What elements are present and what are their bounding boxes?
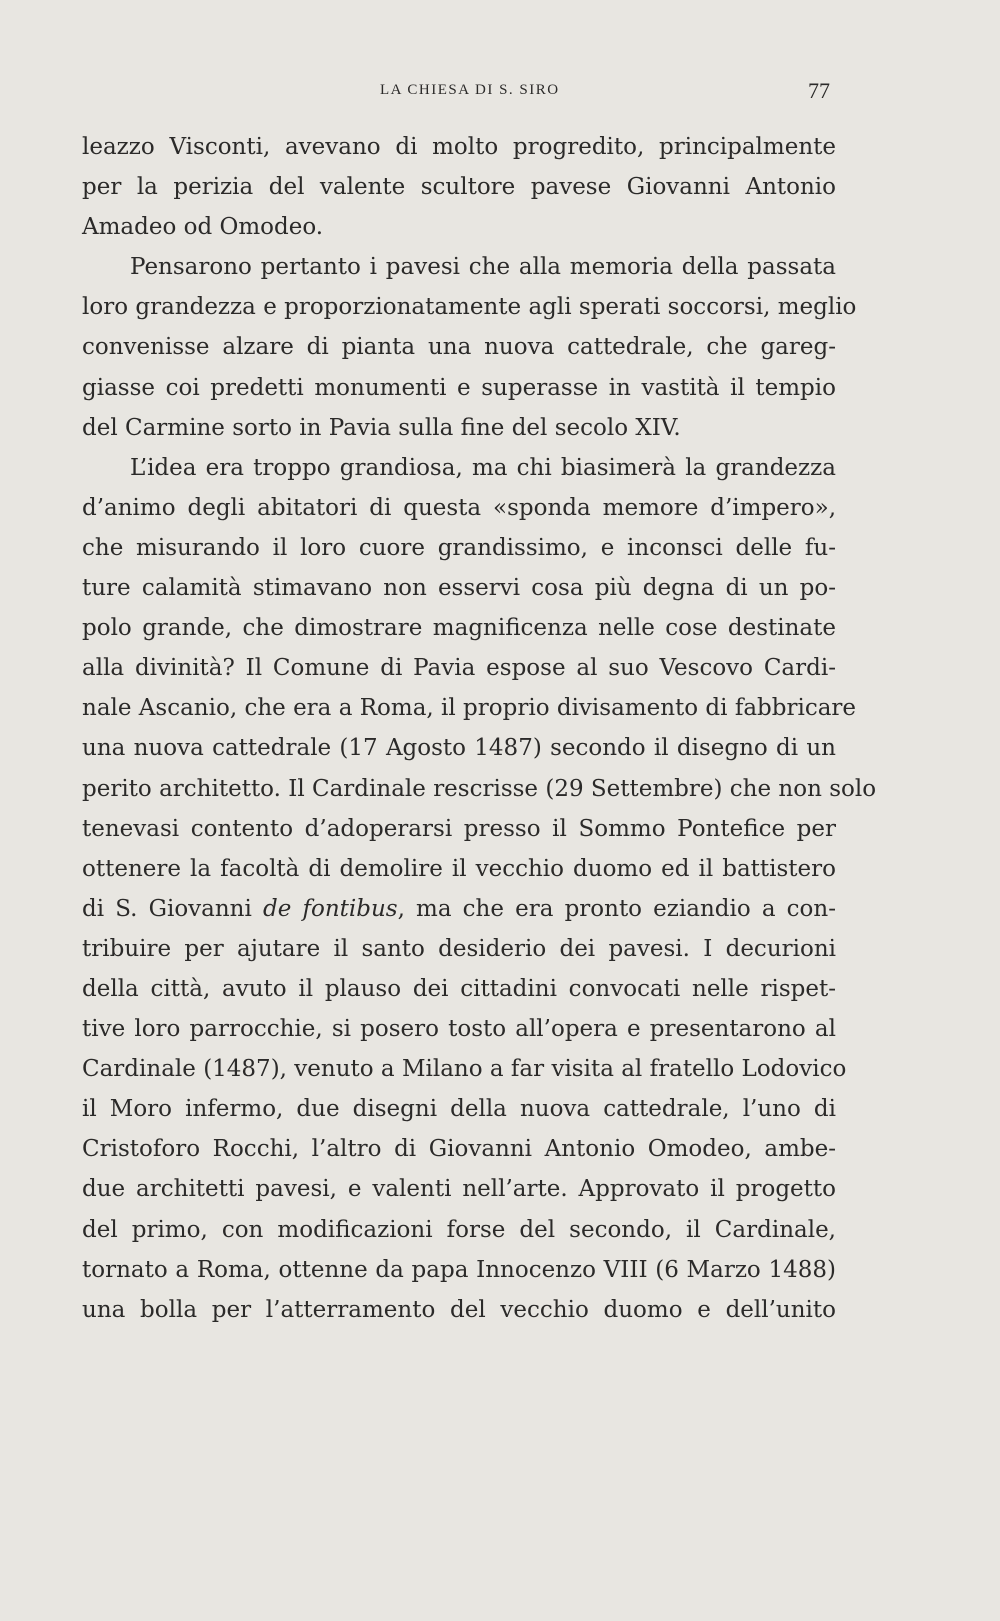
text-line: Cristoforo Rocchi, l’altro di Giovanni Antonio Omodeo, ambe-	[82, 1136, 836, 1163]
running-head	[92, 78, 830, 108]
text-line: loro grandezza e proporzionatamente agli sperati soccorsi, meglio	[82, 294, 857, 321]
text-line: ottenere la facoltà di demolire il vecchio duomo ed il battistero	[82, 855, 836, 882]
text-fragment: , ma che era pronto eziandio a con-	[397, 895, 836, 922]
text-line: tenevasi contento d’adoperarsi presso il Sommo Pontefice per	[82, 815, 836, 842]
text-line: leazzo Visconti, avevano di molto progredito, principalmente	[82, 134, 836, 160]
text-line: Pensarono pertanto i pavesi che alla memoria della passata	[130, 254, 836, 281]
text-line: tribuire per ajutare il santo desiderio dei pavesi. I decurioni	[82, 935, 836, 962]
text-line: L’idea era troppo grandiosa, ma chi biasimerà la grandezza	[130, 454, 836, 481]
body-text	[82, 127, 877, 1330]
text-line: convenisse alzare di pianta una nuova cattedrale, che gareg-	[82, 334, 836, 361]
text-line: polo grande, che dimostrare magnificenza nelle cose destinate	[82, 615, 836, 642]
text-line: ture calamità stimavano non esservi cosa più degna di un po-	[82, 575, 836, 602]
page-number: 77	[808, 78, 830, 103]
text-line: nale Ascanio, che era a Roma, il proprio divisamento di fabbricare	[82, 695, 857, 722]
text-line: tive loro parrocchie, si posero tosto all’opera e presentarono al	[82, 1016, 836, 1043]
running-title: LA CHIESA DI S. SIRO	[380, 82, 560, 98]
text-line: che misurando il loro cuore grandissimo, e inconsci delle fu-	[82, 534, 836, 561]
italic-text-fragment: de fontibus	[263, 895, 398, 922]
text-line: il Moro infermo, due disegni della nuova cattedrale, l’uno di	[82, 1096, 836, 1123]
text-line: del primo, con modificazioni forse del secondo, il Cardinale,	[82, 1216, 836, 1243]
text-line: d’animo degli abitatori di questa «sponda memore d’impero»,	[82, 494, 836, 521]
text-line: tornato a Roma, ottenne da papa Innocenzo VIII (6 Marzo 1488)	[82, 1256, 836, 1283]
text-line: del Carmine sorto in Pavia sulla fine del secolo XIV.	[82, 414, 681, 441]
text-line	[82, 889, 836, 929]
text-line: della città, avuto il plauso dei cittadini convocati nelle rispet-	[82, 975, 836, 1002]
text-line: Cardinale (1487), venuto a Milano a far visita al fratello Lodovico	[82, 1056, 847, 1083]
text-line: giasse coi predetti monumenti e superasse in vastità il tempio	[82, 374, 836, 401]
text-line: una nuova cattedrale (17 Agosto 1487) secondo il disegno di un	[82, 735, 836, 762]
text-line: Amadeo od Omodeo.	[82, 214, 324, 241]
text-fragment: di S. Giovanni	[82, 895, 263, 922]
text-line: una bolla per l’atterramento del vecchio duomo e dell’unito	[82, 1296, 836, 1323]
text-line: per la perizia del valente scultore pavese Giovanni Antonio	[82, 174, 836, 201]
text-line: due architetti pavesi, e valenti nell’arte. Approvato il progetto	[82, 1176, 836, 1203]
text-line: perito architetto. Il Cardinale rescrisse (29 Settembre) che non solo	[82, 775, 877, 802]
text-line: alla divinità? Il Comune di Pavia espose al suo Vescovo Cardi-	[82, 655, 836, 682]
